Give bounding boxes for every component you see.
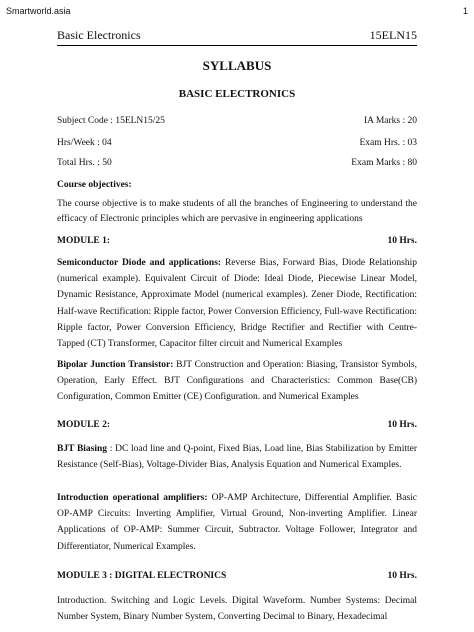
bjt-biasing-heading: BJT Biasing: [57, 444, 108, 454]
header-code: 15ELN15: [369, 28, 417, 42]
exam-marks: Exam Marks : 80: [351, 158, 417, 168]
module-1-title: MODULE 1:: [57, 236, 111, 246]
diode-topic-heading: Semiconductor Diode and applications:: [57, 258, 222, 268]
total-hrs: Total Hrs. : 50: [57, 158, 112, 168]
objectives-heading: Course objectives:: [57, 180, 132, 190]
hrs-week: Hrs/Week : 04: [57, 138, 112, 148]
objectives-text: The course objective is to make students of all the branches of Engineering to understand the efficacy of Electronic principles which are pervasive in engineering applications: [57, 199, 417, 224]
module-3-paragraph-1: Introduction. Switching and Logic Levels. Digital Waveform. Number Systems: Decimal Number System, Binary Number System, Converting Decimal to Binary, Hexadecimal: [57, 596, 417, 623]
module-3-title: MODULE 3 : DIGITAL ELECTRONICS: [57, 571, 227, 581]
module-2-paragraph-2: [57, 490, 417, 555]
ia-marks: IA Marks : 20: [363, 116, 417, 126]
diode-topic-text: Reverse Bias, Forward Bias, Diode Relationship (numerical example). Equivalent Circuit of Diode: Ideal Diode, Piecewise Linear Model, Dynamic Resistance, Approximate Model (numerical examples). Zener Diode, Rectification: Half-wave Rectification: Ripple factor, Power Conversion Efficiency, Full-wave Rectification: Ripple factor, Power Conversion Efficiency, Bridge Rectifier and Rectifier with Centre-Tapped (CT) Transformer, Capacitor filter circuit and Numerical Examples: [57, 258, 417, 350]
bjt-topic-heading: Bipolar Junction Transistor:: [57, 360, 174, 370]
site-name: Smartworld.asia: [6, 6, 71, 16]
bjt-topic-text: BJT Construction and Operation: Biasing, Transistor Symbols, Operation, Early Effect. BJT Configurations and Characteristics: Common Base(CB) Configuration, Common Emitter (CE) Configuration. and Numerical Examples: [57, 360, 417, 403]
page-header: [57, 27, 417, 46]
course-title: BASIC ELECTRONICS: [178, 88, 296, 100]
opamp-text: OP-AMP Architecture, Differential Amplifier. Basic OP-AMP Circuits: Inverting Amplifier, Virtual Ground, Non-inverting Amplifier. Linear Applications of OP-AMP: Summer Circuit, Subtractor. Voltage Follower, Integrator and Differentiator, Numerical Examples.: [57, 493, 417, 552]
header-subject: Basic Electronics: [57, 28, 141, 42]
exam-hrs: Exam Hrs. : 03: [359, 138, 417, 148]
module-1-paragraph-2: [57, 357, 417, 406]
module-3-hours: 10 Hrs.: [387, 571, 417, 581]
module-1-paragraph-1: [57, 255, 417, 352]
module-1-hours: 10 Hrs.: [387, 236, 417, 246]
opamp-heading: Introduction operational amplifiers:: [57, 493, 208, 503]
module-2-hours: 10 Hrs.: [387, 420, 417, 430]
page-number: 1: [462, 6, 468, 16]
subject-code: Subject Code : 15ELN15/25: [57, 116, 165, 126]
top-bar: [6, 6, 468, 18]
syllabus-title: SYLLABUS: [202, 58, 272, 73]
bjt-biasing-text: : DC load line and Q-point, Fixed Bias, Load line, Bias Stabilization by Emitter Resistance (Self-Bias), Voltage-Divider Bias, Analysis Equation and Numerical Examples.: [57, 444, 417, 471]
module-2-title: MODULE 2:: [57, 420, 111, 430]
module-2-paragraph-1: [57, 441, 417, 473]
